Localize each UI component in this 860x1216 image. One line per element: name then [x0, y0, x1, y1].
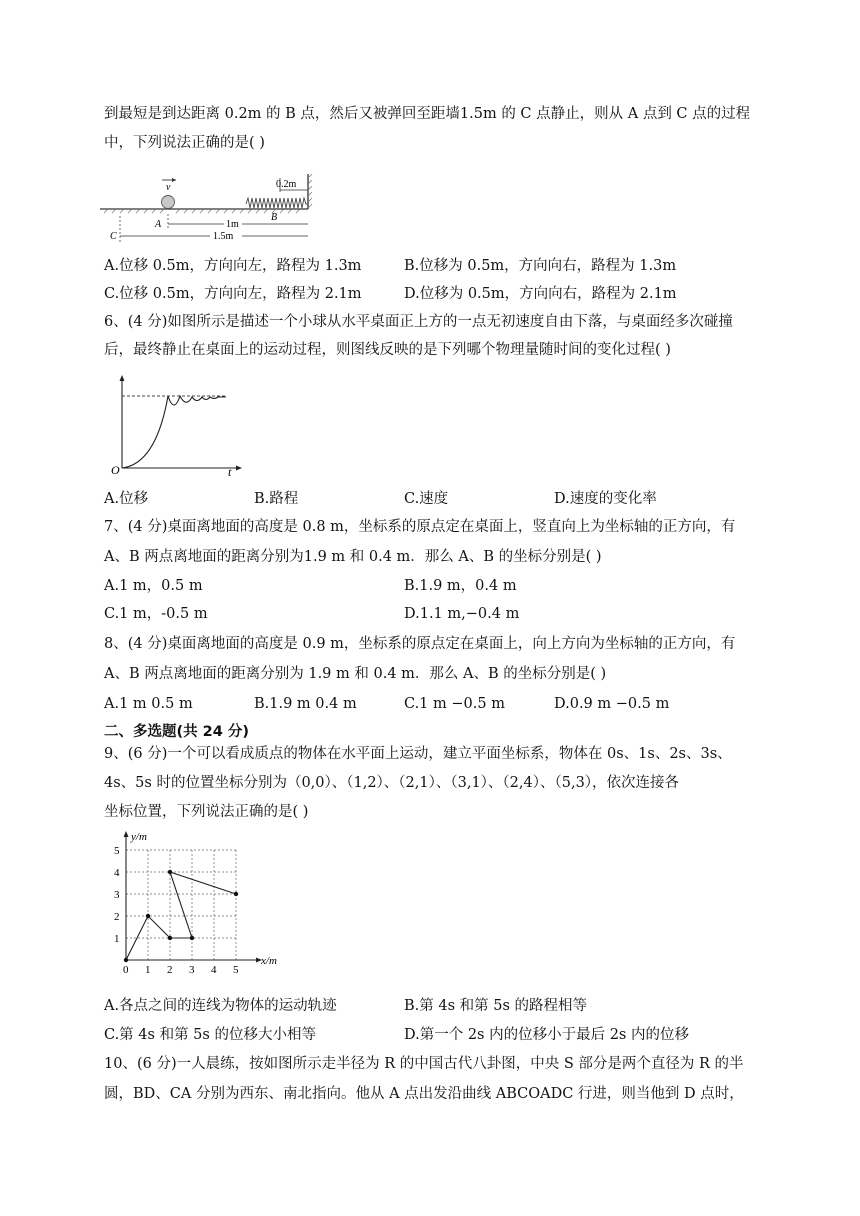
q8-stem-line1: 8、(4 分)桌面离地面的高度是 0.9 m，坐标系的原点定在桌面上，向上方向为坐标轴的正方向，有 [104, 636, 736, 652]
data-point [168, 936, 172, 940]
svg-text:x/m: x/m [261, 955, 277, 967]
q6-graph-figure [108, 372, 248, 480]
q5-option-d: D.位移为 0.5m，方向向右，路程为 2.1m [404, 286, 677, 302]
svg-text:C: C [110, 231, 117, 242]
q8-stem-line2: A、B 两点离地面的距离分别为 1.9 m 和 0.4 m．那么 A、B 的坐标分别是( ) [104, 666, 607, 682]
q8-option-d: D.0.9 m −0.5 m [554, 696, 670, 712]
q9-option-a: A.各点之间的连线为物体的运动轨迹 [104, 998, 337, 1014]
svg-text:A: A [155, 219, 162, 230]
q5-stem-line1: 到最短是到达距离 0.2m 的 B 点，然后又被弹回至距墙1.5m 的 C 点静止，则从 A 点到 C 点的过程 [104, 106, 751, 122]
q6-option-a: A.位移 [104, 491, 149, 507]
svg-text:B: B [271, 212, 278, 223]
q6-option-d: D.速度的变化率 [554, 491, 657, 507]
q10-stem-line2: 圆，BD、CA 分别为西东、南北指向。他从 A 点出发沿曲线 ABCOADC 行进，则当他到 D 点时， [104, 1086, 744, 1102]
q9-option-d: D.第一个 2s 内的位移小于最后 2s 内的位移 [404, 1027, 689, 1043]
x-tick-label: 0 [123, 964, 129, 976]
y-tick-label: 3 [114, 889, 120, 901]
q7-option-c: C.1 m，-0.5 m [104, 606, 208, 622]
section-title: 二、多选题(共 24 分) [104, 724, 250, 740]
q5-option-c: C.位移 0.5m，方向向左，路程为 2.1m [104, 286, 362, 302]
q7-stem-line1: 7、(4 分)桌面离地面的高度是 0.8 m，坐标系的原点定在桌面上，竖直向上为坐标轴的正方向，有 [104, 519, 736, 535]
svg-text:0.2m: 0.2m [276, 179, 297, 190]
q5-option-a: A.位移 0.5m，方向向左，路程为 1.3m [104, 258, 362, 274]
q7-stem-line2: A、B 两点离地面的距离分别为1.9 m 和 0.4 m．那么 A、B 的坐标分别是( ) [104, 549, 602, 565]
ball-icon [162, 196, 175, 209]
x-tick-label: 1 [145, 964, 151, 976]
data-point [146, 914, 150, 918]
q5-option-b: B.位移为 0.5m，方向向右，路程为 1.3m [404, 258, 677, 274]
y-tick-label: 5 [114, 845, 120, 857]
data-point [234, 892, 238, 896]
svg-text:y/m: y/m [131, 831, 147, 843]
x-tick-label: 5 [233, 964, 239, 976]
q5-spring-figure [100, 172, 320, 244]
q9-stem-line1: 9、(6 分)一个可以看成质点的物体在水平面上运动，建立平面坐标系，物体在 0s、1s、2s、3s、 [104, 746, 732, 762]
x-tick-label: 3 [189, 964, 195, 976]
q9-coordinate-figure [104, 830, 294, 976]
y-tick-label: 1 [114, 933, 120, 945]
svg-text:O: O [111, 463, 120, 477]
q9-option-c: C.第 4s 和第 5s 的位移大小相等 [104, 1027, 316, 1043]
data-point [168, 870, 172, 874]
q5-stem-line2: 中，下列说法正确的是( ) [104, 135, 265, 151]
q7-option-d: D.1.1 m,−0.4 m [404, 606, 520, 622]
q7-option-a: A.1 m，0.5 m [104, 578, 203, 594]
q9-stem-line2: 4s、5s 时的位置坐标分别为（0,0）、（1,2）、（2,1）、（3,1）、（2,4）、（5,3），依次连接各 [104, 775, 680, 791]
svg-text:t: t [228, 465, 232, 479]
y-tick-label: 2 [114, 911, 120, 923]
svg-text:1.5m: 1.5m [213, 231, 234, 242]
svg-text:v: v [166, 182, 171, 193]
q8-option-b: B.1.9 m 0.4 m [254, 696, 357, 712]
q7-option-b: B.1.9 m，0.4 m [404, 578, 517, 594]
q8-option-c: C.1 m −0.5 m [404, 696, 505, 712]
svg-text:1m: 1m [226, 219, 239, 230]
q9-option-b: B.第 4s 和第 5s 的路程相等 [404, 998, 588, 1014]
q6-stem-line1: 6、(4 分)如图所示是描述一个小球从水平桌面正上方的一点无初速度自由下落，与桌面经多次碰撞 [104, 314, 733, 330]
x-tick-label: 2 [167, 964, 173, 976]
q6-option-b: B.路程 [254, 491, 299, 507]
q10-stem-line1: 10、(6 分)一人晨练，按如图所示走半径为 R 的中国古代八卦图，中央 S 部分是两个直径为 R 的半 [104, 1056, 744, 1072]
y-tick-label: 4 [114, 867, 120, 879]
q8-option-a: A.1 m 0.5 m [104, 696, 193, 712]
q9-stem-line3: 坐标位置，下列说法正确的是( ) [104, 804, 309, 820]
x-tick-label: 4 [211, 964, 217, 976]
data-point [124, 958, 128, 962]
q6-option-c: C.速度 [404, 491, 449, 507]
q6-stem-line2: 后，最终静止在桌面上的运动过程，则图线反映的是下列哪个物理量随时间的变化过程( ) [104, 342, 671, 358]
data-point [190, 936, 194, 940]
